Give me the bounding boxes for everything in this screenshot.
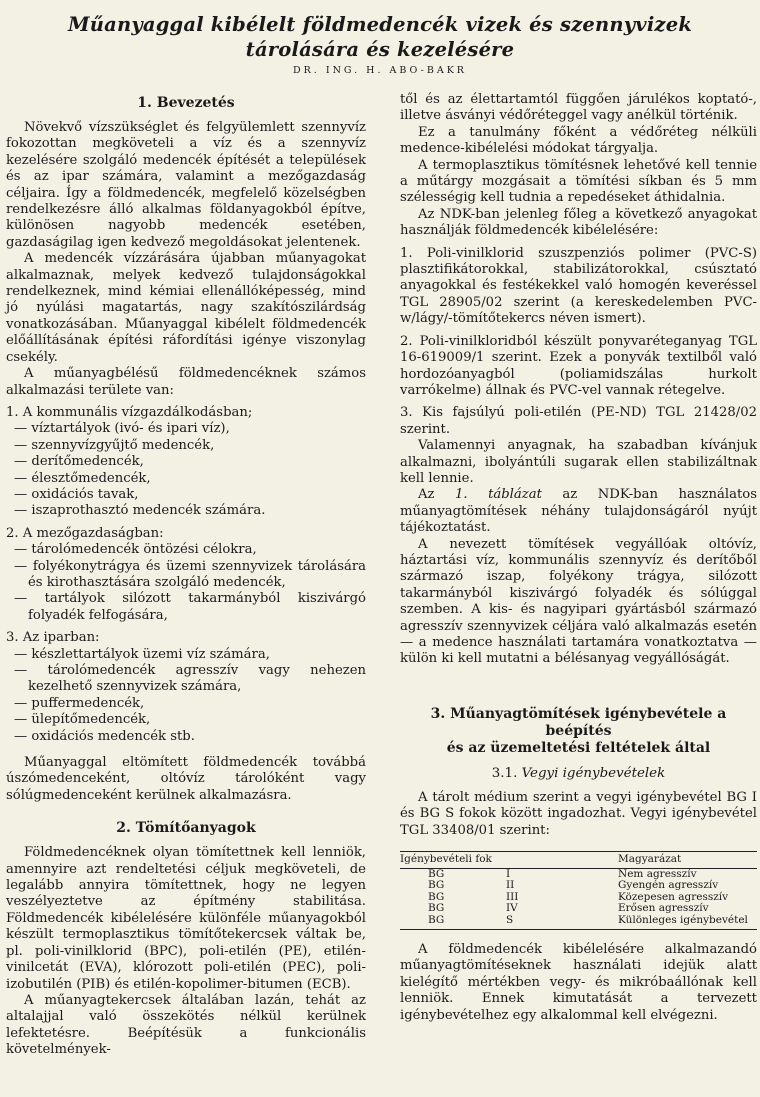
- list-item: — oxidációs medencék stb.: [14, 728, 195, 744]
- material-item: 3. Kis fajsúlyú poli-etilén (PE-ND) TGL 21428/02 szerint.: [400, 405, 757, 437]
- subheading-number: 3.1.: [491, 765, 522, 781]
- paragraph: A földmedencék kibélelésére alkalmazandó műanyagtömítéseknek használati idejük alatt kielégítő mértékben vegy- és mikróbaállónak kell lenniök. Ennek kimutatását a tervezett igénybevételhez egy alkalommal kell elvégezni.: [400, 942, 757, 1023]
- list-head: 2. A mezőgazdaságban:: [6, 525, 164, 541]
- title-line-1: Műanyaggal kibélelt földmedencék vizek és szennyvizek: [67, 13, 693, 36]
- section-1-heading: 1. Bevezetés: [137, 95, 235, 111]
- section-2-heading: 2. Tömítőanyagok: [116, 820, 256, 837]
- list-item: — ülepítőmedencék,: [14, 712, 151, 728]
- paragraph: [400, 487, 757, 536]
- paragraph: Növekvő vízszükséglet és felgyülemlett szennyvíz fokozottan megköveteli a víz és a szennyvíz kezelésére szolgáló medencék építését a települések és az ipar számára, valamint a mezőgazdaság céljaira. Így a földmedencék, megfelelő közelségben rendelkezésre álló alkalmas földanyagokból építve, különösen nagyobb medencék esetében, gazdaságilag igen kedvező megoldásokat jelentenek.: [6, 120, 366, 250]
- text-run: Az: [418, 487, 455, 503]
- table-row: [400, 915, 757, 930]
- paragraph: A tárolt médium szerint a vegyi igénybevétel BG I és BG S fokok között ingadozhat. Vegyi igénybevétel TGL 33408/01 szerint:: [400, 789, 757, 838]
- paragraph: A műanyagtekercsek általában lazán, tehát az altalajjal való összekötés nélkül kerülnek lefektetésre. Beépítésük a funkcionális követelmények-: [6, 992, 366, 1058]
- table-cell: BG: [400, 915, 494, 930]
- paragraph: Földmedencéknek olyan tömítettnek kell lenniök, amennyire azt rendeltetési céljuk megköveteli, de legalább annyira tömítettnek, hogy ne legyen veszélyeztetve az építmény stabilitása. Földmedencék kibélelésére különféle műanyagokból készült termoplasztikus tömítőtekercsek váltak be, pl. poli-vinilklorid (BPC), poli-etilén (PE), etilén-vinilcetát (EVA), klórozott poli-etilén (PEC), poli-izobutilén (PIB) és etilén-kopolimer-bitumen (ECB).: [6, 845, 366, 992]
- table-cell: S: [494, 915, 618, 930]
- column-header: Igénybevételi fok: [400, 852, 618, 869]
- material-item: 2. Poli-vinilkloridból készült ponyvaréteganyag TGL 16-619009/1 szerint. Ezek a ponyvák textilből való hordozóanyagból (poliamidszálas hurkolt varrókelme) állnak és PVC-vel vannak rétegelve.: [400, 333, 757, 398]
- paragraph: Műanyaggal eltömített földmedencék továbbá úszómedenceként, oltóvíz tárolóként vagy sólúgmedenceként kerülnek alkalmazásra.: [6, 755, 366, 803]
- list-item: — oxidációs tavak,: [14, 486, 139, 502]
- list-item: — készlettartályok üzemi víz számára,: [14, 646, 270, 662]
- list-item: — puffermedencék,: [14, 695, 145, 711]
- spacer: [400, 668, 757, 706]
- left-column: [6, 95, 366, 1059]
- table-cell: II: [506, 879, 515, 892]
- list-item: — szennyvízgyűjtő medencék,: [14, 437, 215, 453]
- table-cell: IV: [506, 902, 518, 915]
- list-communal: [6, 405, 366, 520]
- list-item: — tárolómedencék öntözési célokra,: [14, 542, 257, 558]
- material-item: 1. Poli-vinilklorid szuszpenziós polimer (PVC-S) plasztifikátorokkal, stabilizátorokkal, csúsztató anyagokkal és festékekkel való homogén keveréssel TGL 28905/02 szerint (a kereskedelemben PVC-w/lágy/-tömítőtekercs néven ismert).: [400, 245, 757, 327]
- table-cell: I: [506, 867, 511, 880]
- stress-grade-table: [400, 851, 757, 930]
- heading-line: és az üzemeltetési feltételek által: [446, 739, 711, 756]
- paragraph: A medencék vízzárására újabban műanyagokat alkalmaznak, melyek kedvező tulajdonságokkal rendelkeznek, mind kémiai ellenállóképesség, mind jó nyúlási magatartás, nagy szakítószilárdság vonatkozásában. Műanyaggal kibélelt földmedencék előállításának építési ráfordítási igénye viszonylag csekély.: [6, 251, 366, 365]
- list-agriculture: [6, 526, 366, 624]
- table-cell: BG: [428, 890, 445, 903]
- spacer: [6, 745, 366, 755]
- table-cell: Erősen agresszív: [618, 902, 709, 915]
- table-cell: Közepesen agresszív: [618, 890, 729, 903]
- table-cell: BG: [428, 902, 445, 915]
- title-line-2: tárolására és kezelésére: [245, 38, 515, 61]
- list-head: 3. Az iparban:: [6, 630, 100, 646]
- paragraph: Ez a tanulmány főként a védőréteg nélküli medence-kibélelési módokat tárgyalja.: [400, 124, 757, 157]
- paragraph: Valamennyi anyagnak, ha szabadban kívánjuk alkalmazni, ibolyántúli sugarak ellen stabilizáltnak kell lennie.: [400, 438, 757, 486]
- table-cell: III: [506, 890, 519, 903]
- section-3-heading: [400, 706, 757, 757]
- heading-line: 3. Műanyagtömítések igénybevétele a beépítés: [430, 705, 727, 739]
- table-reference: 1. táblázat: [454, 487, 542, 503]
- list-item: — iszaprothasztó medencék számára.: [14, 503, 266, 519]
- table-cell: Gyengén agresszív: [618, 879, 719, 892]
- table-cell: Nem agresszív: [618, 867, 697, 880]
- list-item: — folyékonytrágya és üzemi szennyvizek tárolására és kirothasztására szolgáló medencék,: [14, 558, 366, 590]
- list-item: — víztartályok (ivó- és ipari víz),: [14, 421, 230, 437]
- paragraph: től és az élettartamtól függően járulékos koptató-, illetve ásványi védőréteggel vagy anélkül történik.: [400, 92, 757, 124]
- list-item: — élesztőmedencék,: [14, 470, 151, 486]
- column-header: Magyarázat: [618, 852, 757, 869]
- table-cell: BG: [428, 879, 445, 892]
- paragraph: A műanyagbélésű földmedencéknek számos alkalmazási területe van:: [6, 366, 366, 398]
- list-head: 1. A kommunális vízgazdálkodásban;: [6, 404, 253, 420]
- table-row: [400, 880, 757, 892]
- table-cell: BG: [428, 867, 445, 880]
- list-item: — tárolómedencék agresszív vagy nehezen kezelhető szennyvizek számára,: [14, 663, 366, 695]
- article-title: [0, 12, 760, 62]
- table-row: [400, 903, 757, 915]
- table-cell: Különleges igénybevétel: [618, 915, 757, 930]
- spacer: [6, 804, 366, 814]
- list-item: — tartályok silózott takarmányból kiszivárgó folyadék felfogására,: [14, 591, 366, 623]
- subheading-text: Vegyi igénybevételek: [521, 765, 666, 781]
- paragraph: A termoplasztikus tömítésnek lehetővé kell tennie a műtárgy mozgásait a tömítési síkban és 5 mm szélességig kell tudnia a repedéseket áthidalnia.: [400, 157, 757, 206]
- list-item: — derítőmedencék,: [14, 454, 144, 470]
- list-industry: [6, 630, 366, 745]
- paragraph: Az NDK-ban jelenleg főleg a következő anyagokat használják földmedencék kibélelésére:: [400, 206, 757, 239]
- text-run: az NDK-ban használatos műanyagtömítések néhány tulajdonságáról nyújt tájékoztatást.: [400, 487, 757, 536]
- table-header-row: [400, 852, 757, 869]
- author: DR. ING. H. ABO-BAKR: [293, 65, 467, 76]
- subsection-3-1-heading: [400, 765, 757, 782]
- paragraph: A nevezett tömítések vegyállóak oltóvíz, háztartási víz, kommunális szennyvíz és derítőből származó iszap, folyékony trágya, silózott takarmányból kiszivárgó folyadék és sólúggal szemben. A kis- és nagyipari gyártásból származó agresszív szennyvizek céljára való alkalmazás esetén — a medence használati tartamára vonatkoztatva — külön ki kell mutatni a bélésanyag vegyállóságát.: [400, 536, 757, 667]
- right-column: [400, 92, 757, 1024]
